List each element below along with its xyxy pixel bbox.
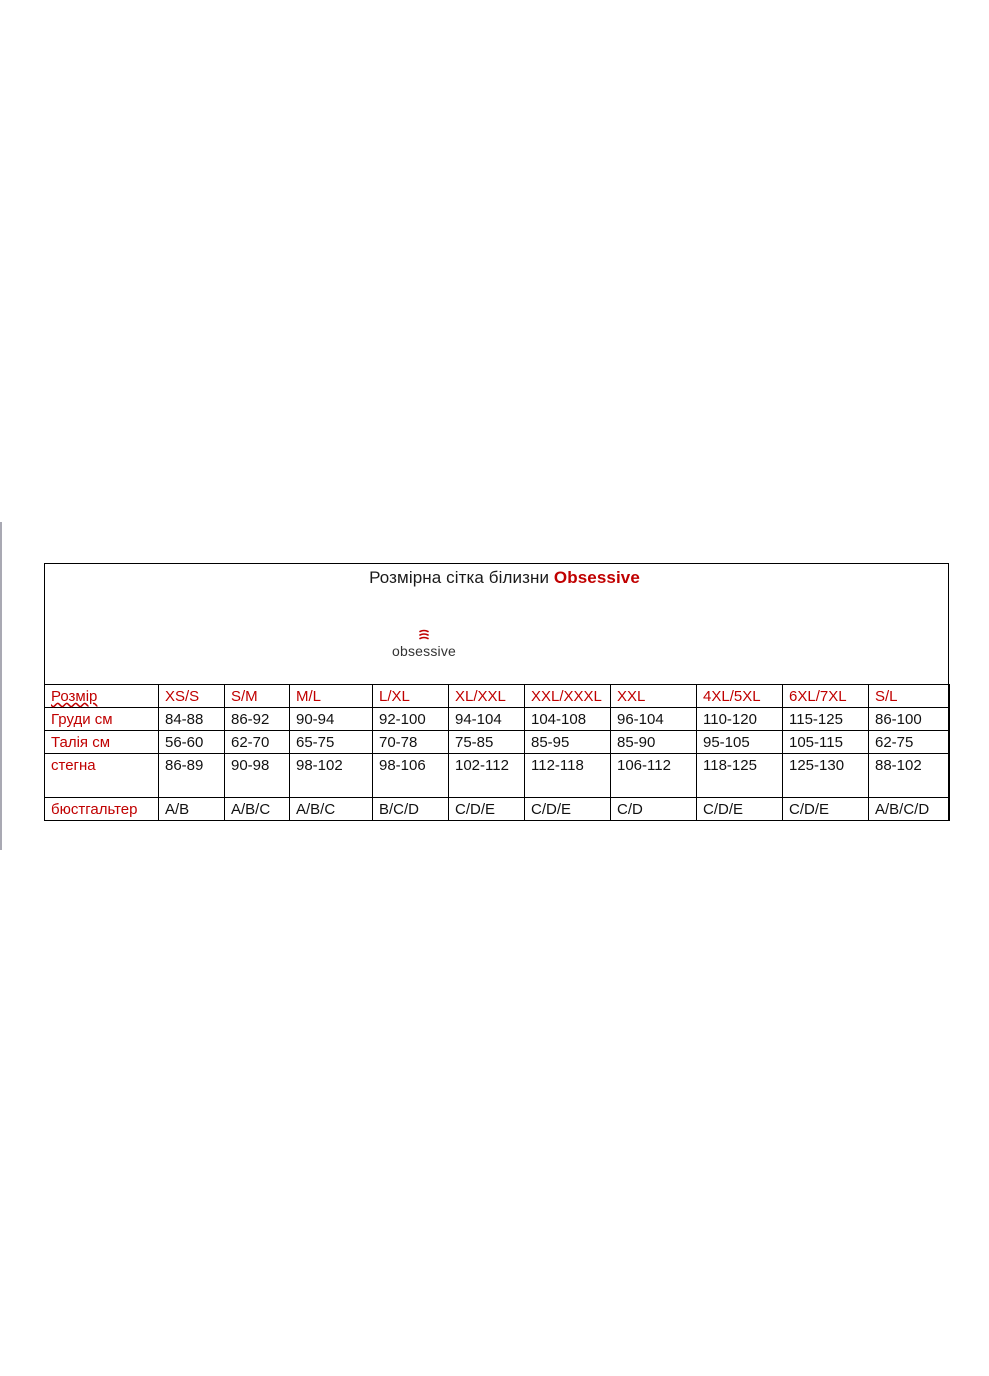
table-cell: 90-94 bbox=[290, 708, 373, 731]
table-cell: 84-88 bbox=[159, 708, 225, 731]
table-cell: 92-100 bbox=[373, 708, 449, 731]
chart-title-brand: Obsessive bbox=[553, 568, 640, 587]
size-table bbox=[44, 684, 950, 821]
chart-header bbox=[45, 564, 948, 684]
size-header-cell: M/L bbox=[290, 685, 373, 708]
table-cell: 62-70 bbox=[225, 731, 290, 754]
table-row bbox=[45, 731, 950, 754]
table-cell: 102-112 bbox=[449, 754, 525, 798]
size-header-cell: 6XL/7XL bbox=[783, 685, 869, 708]
table-row bbox=[45, 708, 950, 731]
table-cell: C/D/E bbox=[525, 798, 611, 821]
table-row bbox=[45, 754, 950, 798]
size-header-cell: XL/XXL bbox=[449, 685, 525, 708]
row-label: бюстгальтер bbox=[45, 798, 159, 821]
table-row-size bbox=[45, 685, 950, 708]
table-cell: 86-92 bbox=[225, 708, 290, 731]
chart-title bbox=[45, 568, 948, 588]
table-cell: 90-98 bbox=[225, 754, 290, 798]
table-cell: 85-90 bbox=[611, 731, 697, 754]
table-cell: 104-108 bbox=[525, 708, 611, 731]
brand-logo-text: obsessive bbox=[391, 643, 457, 659]
table-cell: 86-100 bbox=[869, 708, 950, 731]
size-header-cell: S/M bbox=[225, 685, 290, 708]
size-chart bbox=[44, 563, 949, 821]
table-cell: 110-120 bbox=[697, 708, 783, 731]
size-header-cell: 4XL/5XL bbox=[697, 685, 783, 708]
table-cell: C/D/E bbox=[783, 798, 869, 821]
table-cell: A/B/C/D bbox=[869, 798, 950, 821]
table-cell: A/B bbox=[159, 798, 225, 821]
table-cell: C/D bbox=[611, 798, 697, 821]
table-cell: 75-85 bbox=[449, 731, 525, 754]
table-cell: 56-60 bbox=[159, 731, 225, 754]
table-cell: 88-102 bbox=[869, 754, 950, 798]
row-label-size-text: Розмір bbox=[51, 688, 98, 705]
table-row bbox=[45, 798, 950, 821]
size-table-body bbox=[45, 685, 950, 821]
table-cell: 86-89 bbox=[159, 754, 225, 798]
row-label-size bbox=[45, 685, 159, 708]
left-edge-line bbox=[0, 522, 2, 850]
table-cell: 112-118 bbox=[525, 754, 611, 798]
table-cell: 70-78 bbox=[373, 731, 449, 754]
brand-logo-icon bbox=[417, 628, 431, 642]
table-cell: 106-112 bbox=[611, 754, 697, 798]
size-header-cell: XS/S bbox=[159, 685, 225, 708]
table-cell: 95-105 bbox=[697, 731, 783, 754]
table-cell: 62-75 bbox=[869, 731, 950, 754]
table-cell: A/B/C bbox=[290, 798, 373, 821]
table-cell: 125-130 bbox=[783, 754, 869, 798]
table-cell: 96-104 bbox=[611, 708, 697, 731]
table-cell: 65-75 bbox=[290, 731, 373, 754]
table-cell: 118-125 bbox=[697, 754, 783, 798]
chart-title-text: Розмірна сітка білизни bbox=[369, 568, 550, 587]
table-cell: 94-104 bbox=[449, 708, 525, 731]
table-cell: 98-102 bbox=[290, 754, 373, 798]
row-label: Груди см bbox=[45, 708, 159, 731]
table-cell: 105-115 bbox=[783, 731, 869, 754]
table-cell: A/B/C bbox=[225, 798, 290, 821]
row-label: стегна bbox=[45, 754, 159, 798]
table-cell: 115-125 bbox=[783, 708, 869, 731]
table-cell: 98-106 bbox=[373, 754, 449, 798]
row-label: Талія см bbox=[45, 731, 159, 754]
table-cell: B/C/D bbox=[373, 798, 449, 821]
size-header-cell: XXL bbox=[611, 685, 697, 708]
table-cell: C/D/E bbox=[697, 798, 783, 821]
table-cell: C/D/E bbox=[449, 798, 525, 821]
size-header-cell: XXL/XXXL bbox=[525, 685, 611, 708]
size-header-cell: S/L bbox=[869, 685, 950, 708]
table-cell: 85-95 bbox=[525, 731, 611, 754]
brand-logo bbox=[381, 628, 467, 664]
size-header-cell: L/XL bbox=[373, 685, 449, 708]
